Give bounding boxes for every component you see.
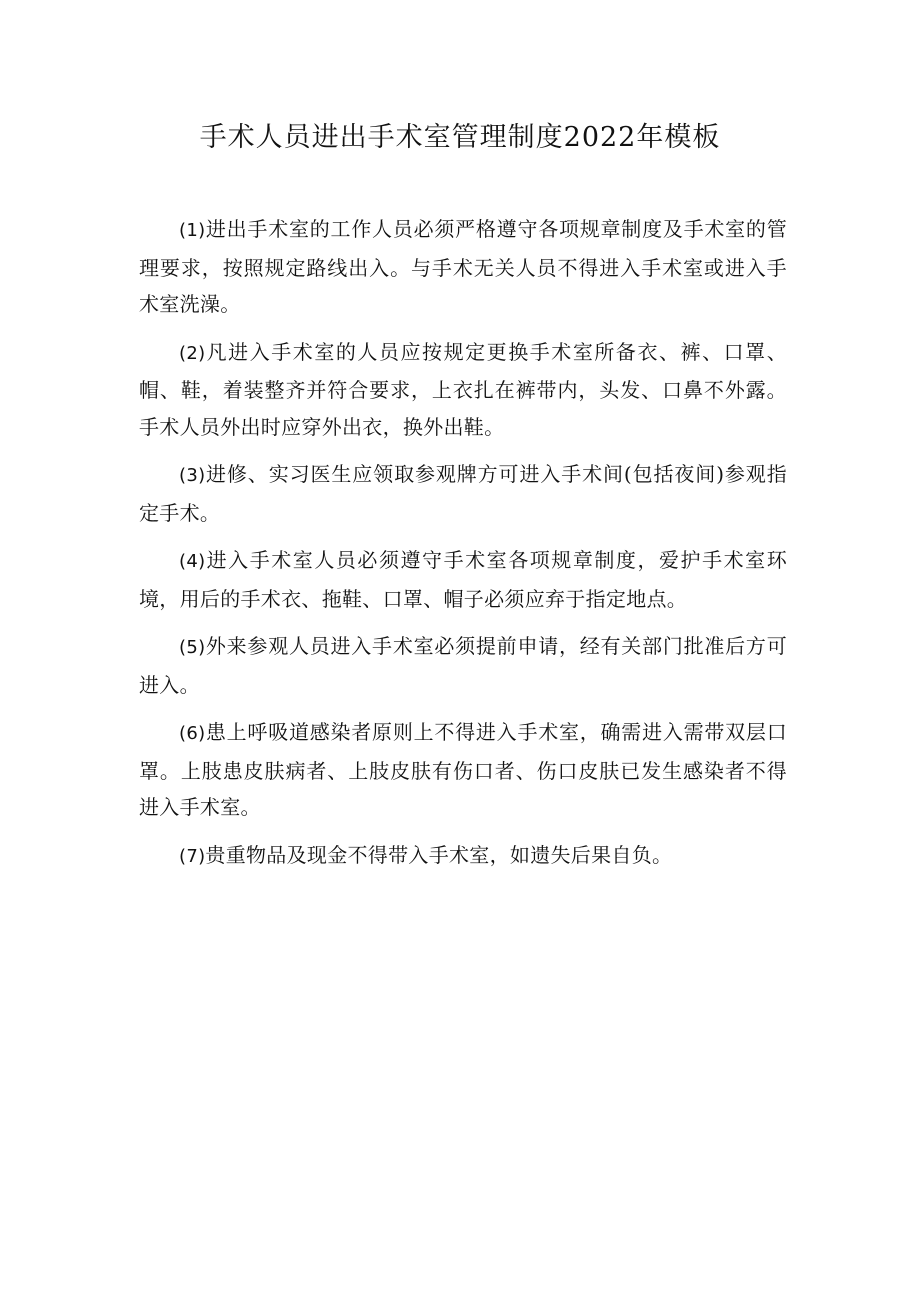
paragraph-number: (4) [179, 551, 206, 572]
document-body [139, 211, 787, 875]
paragraph-text: 贵重物品及现金不得带入手术室，如遗失后果自负。 [205, 842, 673, 867]
paragraph-number: (2) [179, 342, 206, 364]
paragraph-1 [139, 211, 787, 323]
paragraph-text: 进入手术室人员必须遵守手术室各项规章制度，爱护手术室环境，用后的手术衣、拖鞋、口罩、帽子必须应弃于指定地点。 [139, 548, 787, 611]
paragraph-5 [139, 628, 787, 703]
paragraph-7 [139, 837, 787, 876]
paragraph-number: (5) [179, 637, 206, 658]
paragraph-text: 进修、实习医生应领取参观牌方可进入手术间(包括夜间)参观指定手术。 [139, 462, 787, 525]
paragraph-number: (3) [179, 465, 206, 486]
paragraph-3 [139, 456, 787, 531]
paragraph-6 [139, 714, 787, 826]
paragraph-text: 凡进入手术室的人员应按规定更换手术室所备衣、裤、口罩、帽、鞋，着装整齐并符合要求，上衣扎在裤带内，头发、口鼻不外露。手术人员外出时应穿外出衣，换外出鞋。 [139, 339, 787, 439]
paragraph-4 [139, 542, 787, 617]
paragraph-text: 患上呼吸道感染者原则上不得进入手术室，确需进入需带双层口罩。上肢患皮肤病者、上肢皮肤有伤口者、伤口皮肤已发生感染者不得进入手术室。 [139, 720, 787, 819]
paragraph-number: (7) [179, 845, 206, 867]
document-title: 手术人员进出手术室管理制度2022年模板 [199, 122, 721, 153]
paragraph-number: (1) [179, 220, 206, 241]
paragraph-number: (6) [179, 723, 206, 744]
paragraph-text: 外来参观人员进入手术室必须提前申请，经有关部门批准后方可进入。 [139, 634, 787, 697]
paragraph-text: 进出手术室的工作人员必须严格遵守各项规章制度及手术室的管理要求，按照规定路线出入。与手术无关人员不得进入手术室或进入手术室洗澡。 [139, 217, 787, 316]
paragraph-2 [139, 334, 787, 446]
